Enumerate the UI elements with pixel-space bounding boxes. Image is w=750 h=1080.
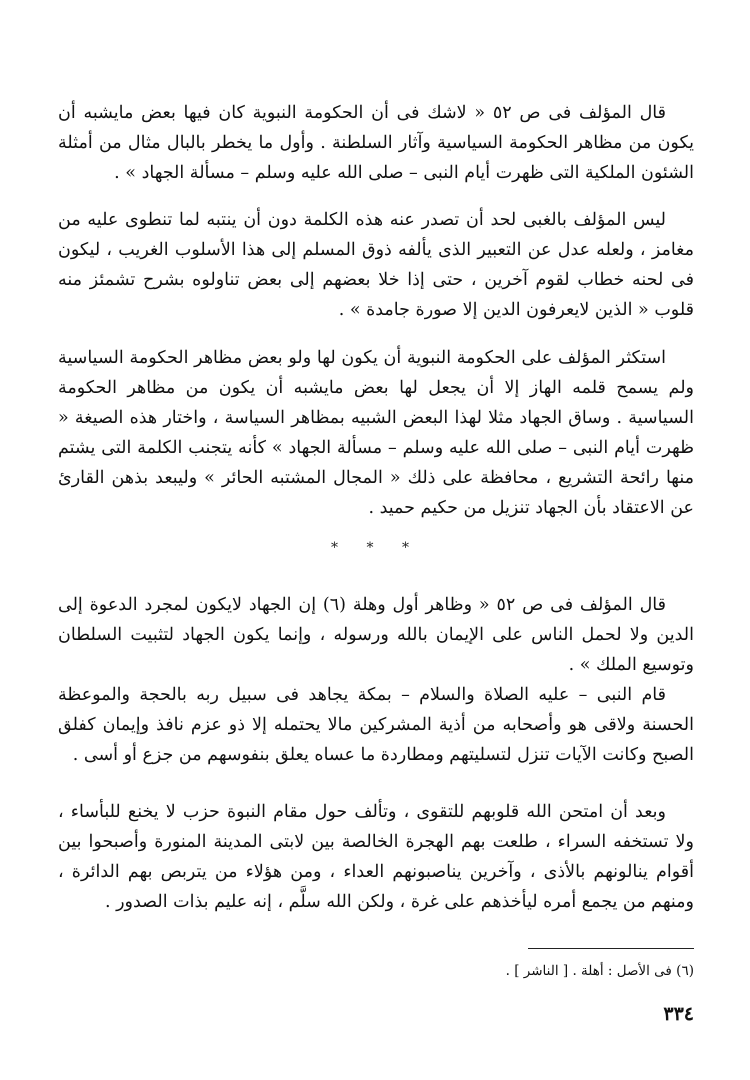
paragraph-6: وبعد أن امتحن الله قلوبهم للتقوى ، وتألف حول مقام النبوة حزب لا يخنع للبأساء ، ولا تستخفه السراء ، طلعت بهم الهجرة الخالصة بين لابتى المدينة المنورة وأصبحوا بين أقوام ينالونهم بالأذى ، وآخرين يناصبونهم العداء ، ومن هؤلاء من يتربص بهم الدائرة ، ومنهم من يجمع أمره ليأخذهم على غرة ، ولكن الله سلَّم ، إنه عليم بذات الصدور .	[58, 802, 694, 912]
paragraph-3: استكثر المؤلف على الحكومة النبوية أن يكون لها ولو بعض مظاهر الحكومة السياسية ولم يسمح قلمه الهاز إلا أن يجعل لها بعض مايشبه أن يكون من مظاهر الحكومة السياسية . وساق الجهاد مثلا لهذا البعض الشبيه بمظاهر السياسة ، واختار هذه الصيغة « ظهرت أيام النبى – صلى الله عليه وسلم – مسألة الجهاد » كأنه يتجنب الكلمة التى يشتم منها رائحة التشريع ، محافظة على ذلك « المجال المشتبه الحائر » وليبعد بذهن القارئ عن الاعتقاد بأن الجهاد تنزيل من حكيم حميد .	[58, 348, 694, 518]
footnote-rule	[528, 948, 694, 949]
page-number: ٣٣٤	[663, 1003, 694, 1025]
paragraph-1: قال المؤلف فى ص ٥٢ « لاشك فى أن الحكومة النبوية كان فيها بعض مايشبه أن يكون من مظاهر الحكومة السياسية وآثار السلطنة . وأول ما يخطر بالبال مثال من أمثلة الشئون الملكية التى ظهرت أيام النبى – صلى الله عليه وسلم – مسألة الجهاد » .	[58, 103, 694, 183]
paragraph-2: ليس المؤلف بالغبى لحد أن تصدر عنه هذه الكلمة دون أن ينتبه لما تنطوى عليه من مغامز ، ولعله عدل عن التعبير الذى يألفه ذوق المسلم إلى هذا الأسلوب الغريب ، ليكون فى لحنه خطاب لقوم آخرين ، حتى إذا خلا بعضهم إلى بعض تناولوه بشرح تشمئز منه قلوب « الذين لايعرفون الدين إلا صورة جامدة » .	[58, 210, 694, 320]
page-content	[58, 90, 694, 1050]
footnote: (٦) فى الأصل : أهلة . [ الناشر ] .	[505, 963, 694, 979]
section-separator: * * *	[331, 540, 421, 556]
paragraph-4: قال المؤلف فى ص ٥٢ « وظاهر أول وهلة (٦) إن الجهاد لايكون لمجرد الدعوة إلى الدين ولا لحمل الناس على الإيمان بالله ورسوله ، وإنما يكون الجهاد لتثبيت السلطان وتوسيع الملك » .	[58, 595, 694, 675]
paragraph-5: قام النبى – عليه الصلاة والسلام – بمكة يجاهد فى سبيل ربه بالحجة والموعظة الحسنة ولاقى هو وأصحابه من أذية المشركين مالا يحتمله إلا ذو عزم نافذ وإيمان كفلق الصبح وكانت الآيات تنزل لتسليتهم ومطاردة ما عساه يعلق بنفوسهم من جزع أو أسى .	[58, 685, 694, 765]
